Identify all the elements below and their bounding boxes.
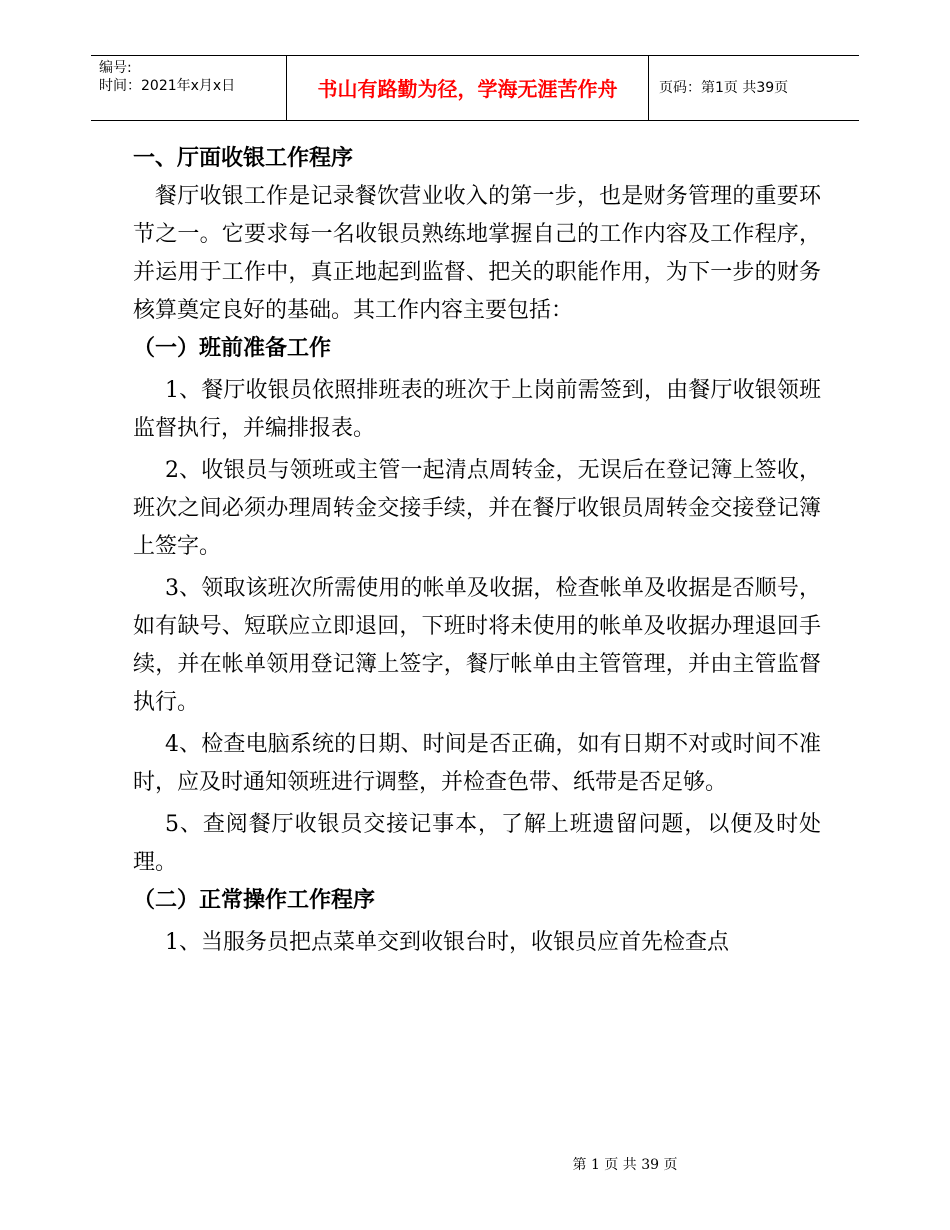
document-header bbox=[91, 55, 859, 121]
section2-item: 1、当服务员把点菜单交到收银台时，收银员应首先检查点 bbox=[165, 930, 729, 955]
section1-item: 3、领取该班次所需使用的帐单及收据，检查帐单及收据是否顺号，如有缺号、短联应立即退回，下班时将未使用的帐单及收据办理退回手续，并在帐单领用登记簿上签字，餐厅帐单由主管管理，并由主管监督执行。 bbox=[133, 576, 821, 715]
section-title-1: （一）班前准备工作 bbox=[133, 336, 332, 361]
header-left-cell bbox=[91, 56, 286, 120]
section1-item: 4、检查电脑系统的日期、时间是否正确，如有日期不对或时间不准时，应及时通知领班进行调整，并检查色带、纸带是否足够。 bbox=[133, 732, 821, 795]
header-page-cell bbox=[649, 56, 859, 120]
section1-item: 1、餐厅收银员依照排班表的班次于上岗前需签到，由餐厅收银领班监督执行，并编排报表。 bbox=[133, 378, 821, 441]
page-footer: 第 1 页 共 39 页 bbox=[572, 1157, 678, 1173]
header-page-info: 页码：第1页 共39页 bbox=[659, 80, 789, 96]
heading-level1: 一、厅面收银工作程序 bbox=[133, 146, 354, 171]
section1-item: 2、收银员与领班或主管一起清点周转金，无误后在登记簿上签收，班次之间必须办理周转金交接手续，并在餐厅收银员周转金交接登记簿上签字。 bbox=[133, 458, 821, 559]
header-motto: 书山有路勤为径，学海无涯苦作舟 bbox=[317, 77, 618, 101]
document-body bbox=[133, 140, 821, 962]
header-number-label: 编号: bbox=[99, 60, 132, 76]
section-title-2: （二）正常操作工作程序 bbox=[133, 888, 376, 913]
section1-item: 5、查阅餐厅收银员交接记事本，了解上班遗留问题，以便及时处理。 bbox=[133, 812, 821, 875]
header-motto-cell bbox=[286, 56, 649, 120]
intro-paragraph: 餐厅收银工作是记录餐饮营业收入的第一步，也是财务管理的重要环节之一。它要求每一名收银员熟练地掌握自己的工作内容及工作程序，并运用于工作中，真正地起到监督、把关的职能作用，为下一步的财务核算奠定良好的基础。其工作内容主要包括： bbox=[133, 184, 821, 323]
header-time-label: 时间：2021年x月x日 bbox=[99, 78, 236, 94]
